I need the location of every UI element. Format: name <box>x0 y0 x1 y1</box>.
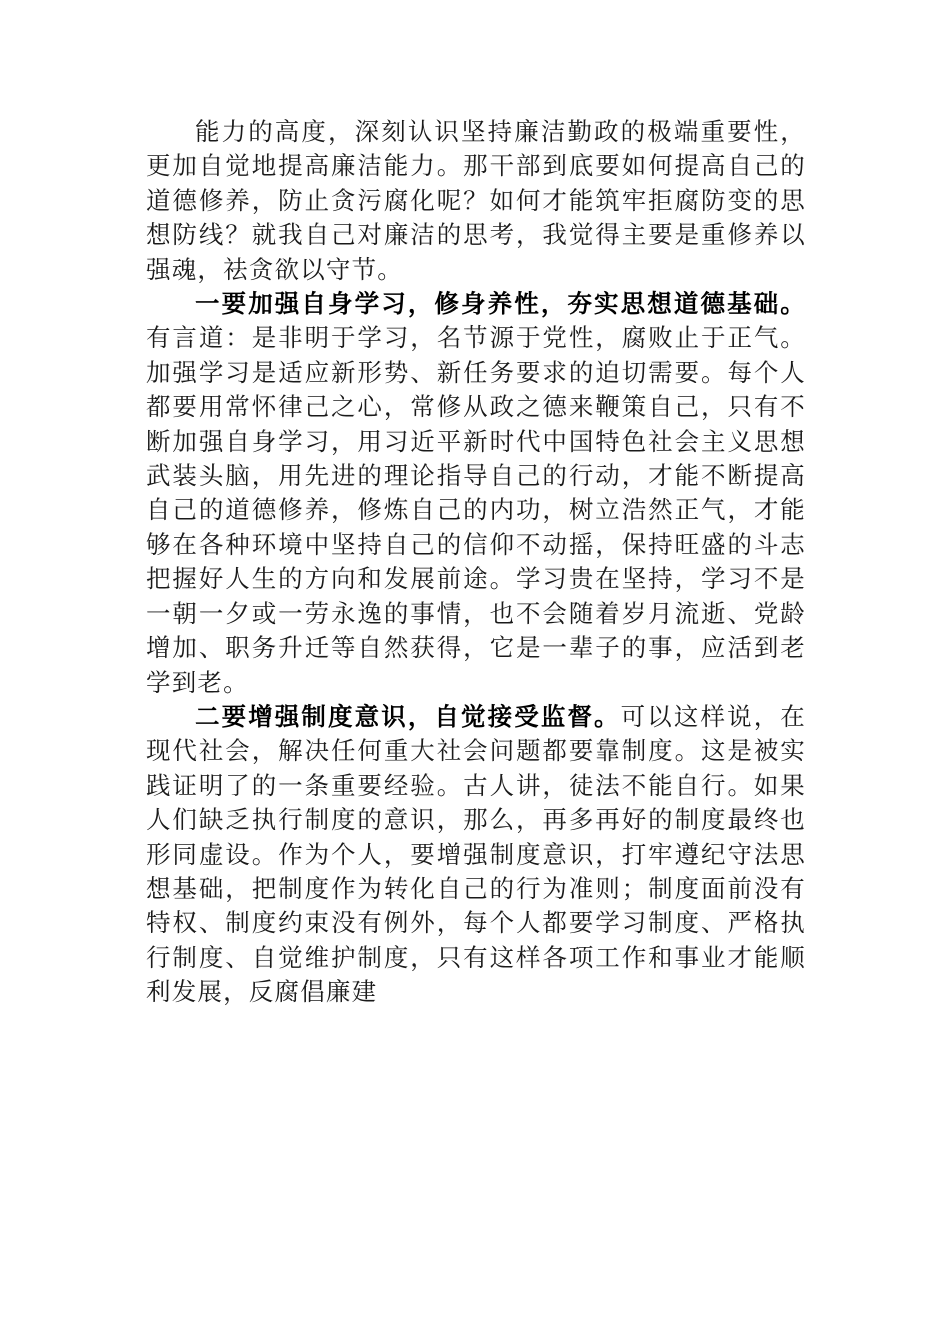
paragraph-1-text: 能力的高度，深刻认识坚持廉洁勤政的极端重要性，更加自觉地提高廉洁能力。那干部到底要如何提高自己的道德修养，防止贪污腐化呢？如何才能筑牢拒腐防变的思想防线？就我自己对廉洁的思考，我觉得主要是重修养以强魂，祛贪欲以守节。 <box>146 117 806 284</box>
paragraph-3-heading: 二要增强制度意识，自觉接受监督。 <box>195 701 621 731</box>
paragraph-2-heading: 一要加强自身学习，修身养性，夯实思想道德基础。 <box>195 289 806 319</box>
paragraph-2 <box>146 287 806 700</box>
paragraph-3 <box>146 700 806 1010</box>
paragraph-1 <box>146 115 806 287</box>
paragraph-2-text: 有言道：是非明于学习，名节源于党性，腐败止于正气。加强学习是适应新形势、新任务要求的迫切需要。每个人都要用常怀律己之心，常修从政之德来鞭策自己，只有不断加强自身学习，用习近平新时代中国特色社会主义思想武装头脑，用先进的理论指导自己的行动，才能不断提高自己的道德修养，修炼自己的内功，树立浩然正气，才能够在各种环境中坚持自己的信仰不动摇，保持旺盛的斗志把握好人生的方向和发展前途。学习贵在坚持，学习不是一朝一夕或一劳永逸的事情，也不会随着岁月流逝、党龄增加、职务升迁等自然获得，它是一辈子的事，应活到老学到老。 <box>146 323 806 697</box>
paragraph-3-text: 可以这样说，在现代社会，解决任何重大社会问题都要靠制度。这是被实践证明了的一条重要经验。古人讲，徒法不能自行。如果人们缺乏执行制度的意识，那么，再多再好的制度最终也形同虚设。作为个人，要增强制度意识，打牢遵纪守法思想基础，把制度作为转化自己的行为准则；制度面前没有特权、制度约束没有例外，每个人都要学习制度、严格执行制度、自觉维护制度，只有这样各项工作和事业才能顺利发展，反腐倡廉建 <box>146 701 806 1007</box>
document-body <box>146 115 806 1010</box>
